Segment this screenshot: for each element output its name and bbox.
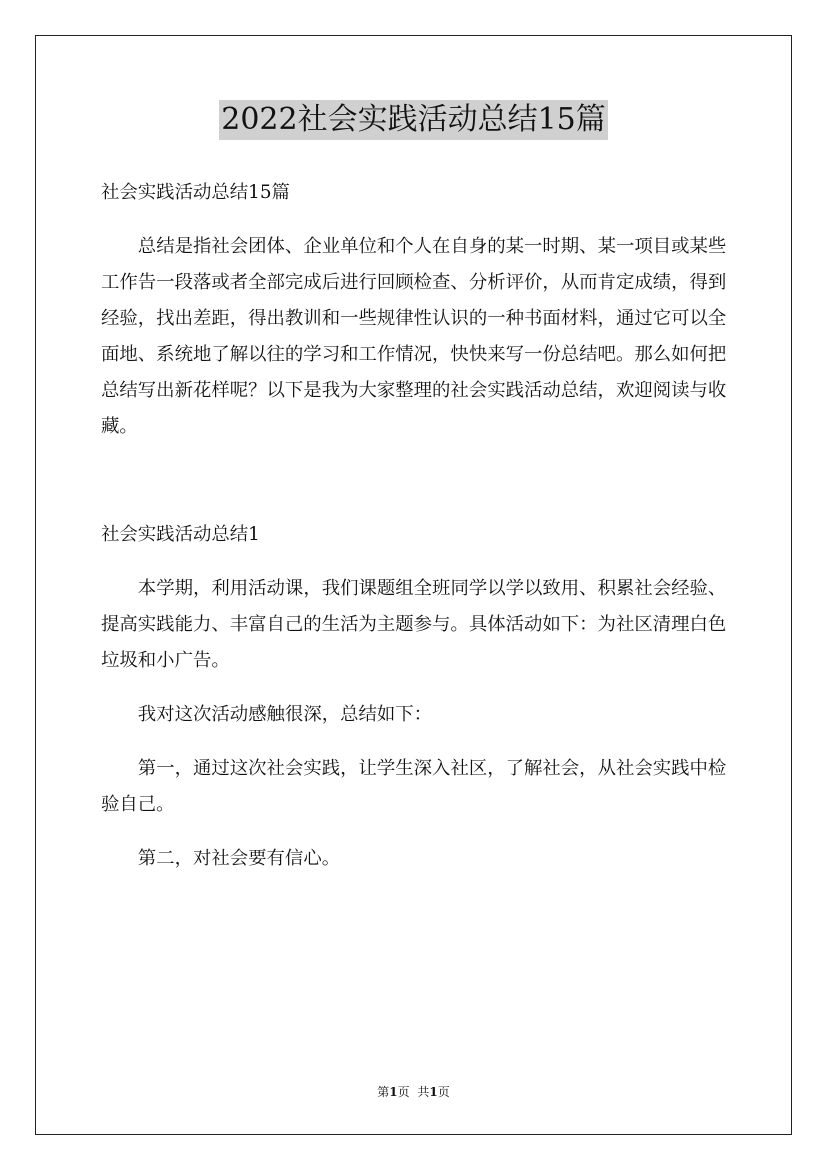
title-container [0,100,827,140]
total-prefix: 共 [417,1085,430,1099]
page-number: 1 [389,1085,398,1099]
page-footer [0,1084,827,1100]
section1-paragraph-2: 我对这次活动感触很深，总结如下： [137,704,433,725]
section1-heading: 社会实践活动总结1 [101,524,260,545]
total-unit: 页 [437,1085,450,1099]
document-body [101,175,728,877]
document-title: 2022社会实践活动总结15篇 [219,100,608,140]
section1-paragraph-4: 第二，对社会要有信心。 [137,848,341,869]
subtitle: 社会实践活动总结15篇 [101,182,290,203]
page-prefix: 第 [377,1085,390,1099]
section1-paragraph-1: 本学期，利用活动课，我们课题组全班同学以学以致用、积累社会经验、提高实践能力、丰富自己的生活为主题参与。具体活动如下：为社区清理白色垃圾和小广告。 [101,578,727,671]
section1-paragraph-3: 第一，通过这次社会实践，让学生深入社区，了解社会，从社会实践中检验自己。 [101,758,727,815]
page-unit: 页 [397,1085,410,1099]
total-number: 1 [429,1085,438,1099]
intro-paragraph: 总结是指社会团体、企业单位和个人在自身的某一时期、某一项目或某些工作告一段落或者全部完成后进行回顾检查、分析评价，从而肯定成绩，得到经验，找出差距，得出教训和一些规律性认识的一种书面材料，通过它可以全面地、系统地了解以往的学习和工作情况，快快来写一份总结吧。那么如何把总结写出新花样呢？以下是我为大家整理的社会实践活动总结，欢迎阅读与收藏。 [101,236,727,437]
